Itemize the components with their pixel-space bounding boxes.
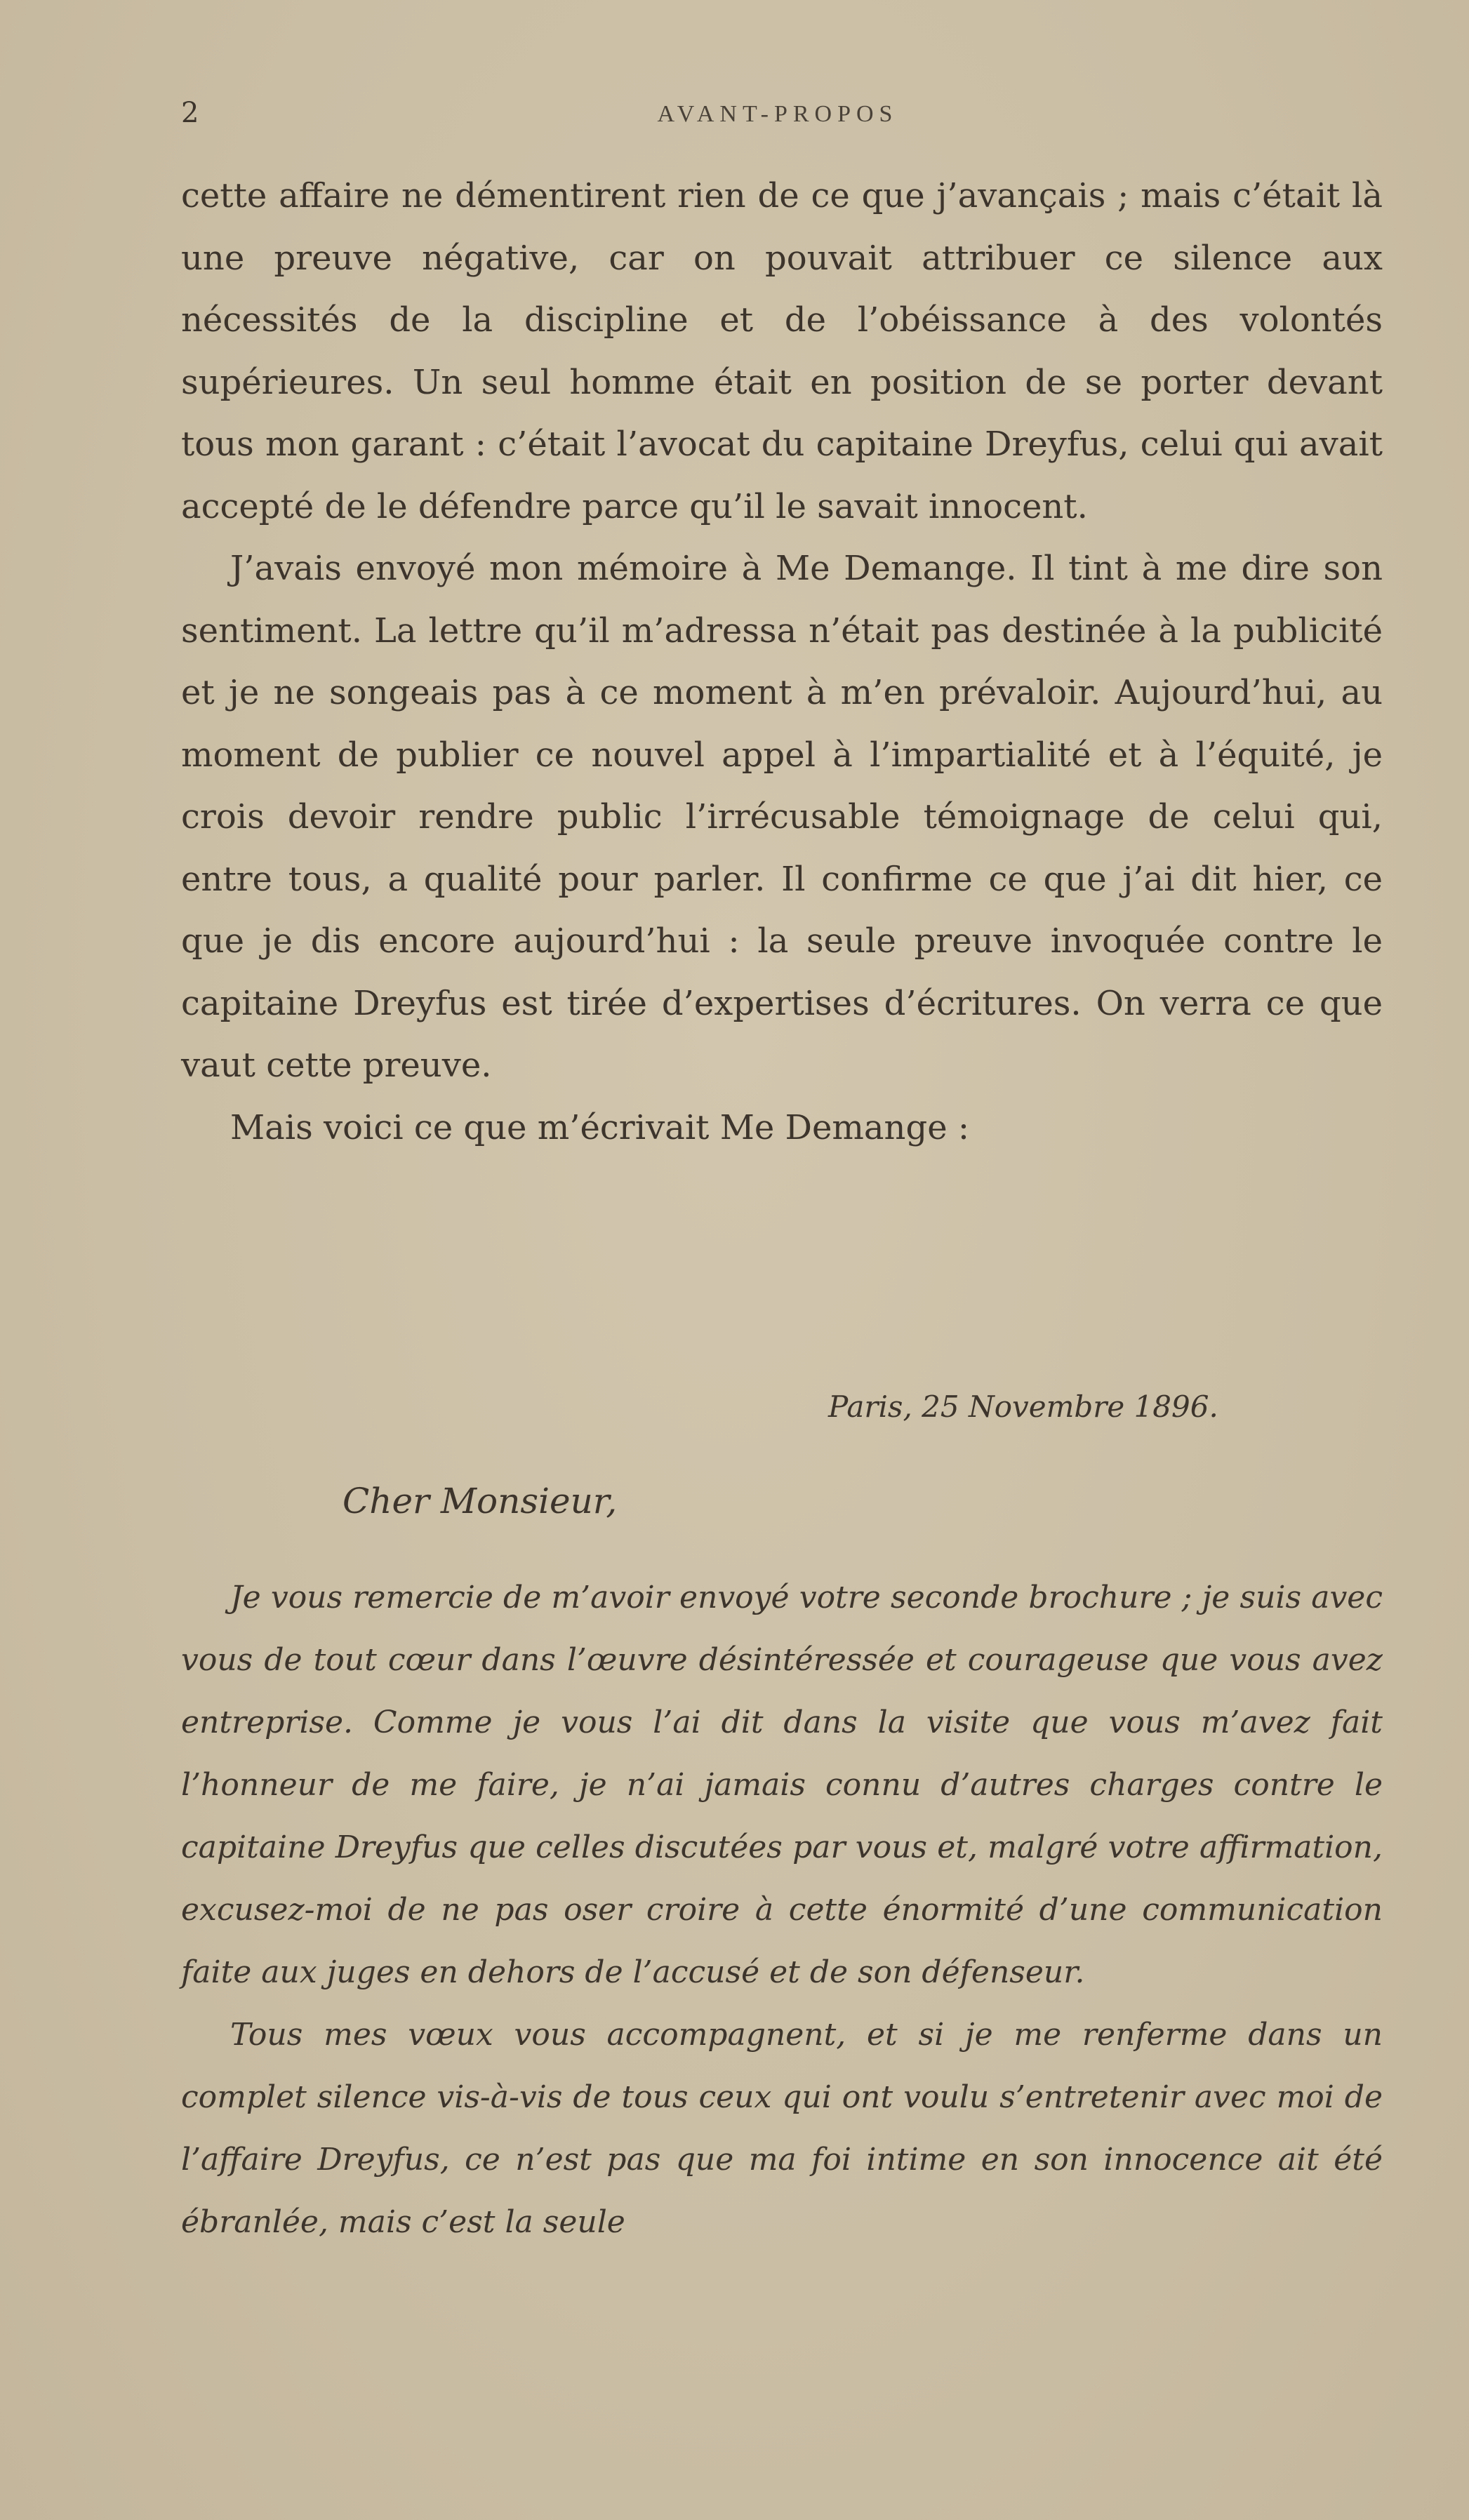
letter-body xyxy=(181,1566,1383,2253)
letter-salutation: Cher Monsieur, xyxy=(343,1481,618,1521)
letter-paragraph-1: Je vous remercie de m’avoir envoyé votre seconde brochure ; je suis avec vous de tout cœur dans l’œuvre désintéressée et courageuse que vous avez entreprise. Comme je vous l’ai dit dans la visite que vous m’avez fait l’honneur de me faire, je n’ai jamais connu d’autres charges contre le capitaine Dreyfus que celles discutées par vous et, malgré votre affirmation, excusez-moi de ne pas oser croire à cette énormité d’une communication faite aux juges en dehors de l’accusé et de son défenseur. xyxy=(181,1580,1383,1990)
page-number: 2 xyxy=(181,97,199,129)
running-head: AVANT-PROPOS xyxy=(657,101,898,127)
letter-date: Paris, 25 Novembre 1896. xyxy=(828,1389,1218,1424)
main-text xyxy=(181,165,1383,1159)
letter-paragraph-2: Tous mes vœux vous accompagnent, et si je me renferme dans un complet silence vis-à-vis de tous ceux qui ont voulu s’entretenir avec moi de l’affaire Dreyfus, ce n’est pas que ma foi intime en son innocence ait été ébranlée, mais c’est la seule xyxy=(181,2017,1383,2240)
body-paragraph-1: cette affaire ne démentirent rien de ce que j’avançais ; mais c’était là une preuve négative, car on pouvait attribuer ce silence aux nécessités de la discipline et de l’obéissance à des volontés supérieures. Un seul homme était en position de se porter devant tous mon garant : c’était l’avocat du capitaine Dreyfus, celui qui avait accepté de le défendre parce qu’il le savait innocent. xyxy=(181,176,1383,526)
body-paragraph-3: Mais voici ce que m’écrivait Me Demange : xyxy=(230,1107,970,1147)
page-header xyxy=(181,97,1374,131)
body-paragraph-2: J’avais envoyé mon mémoire à Me Demange. Il tint à me dire son sentiment. La lettre qu’il m’adressa n’était pas destinée à la publicité et je ne songeais pas à ce moment à m’en prévaloir. Aujourd’hui, au moment de publier ce nouvel appel à l’impartialité et à l’équité, je crois devoir rendre public l’irrécusable témoignage de celui qui, entre tous, a qualité pour parler. Il confirme ce que j’ai dit hier, ce que je dis encore aujourd’hui : la seule preuve invoquée contre le capitaine Dreyfus est tirée d’expertises d’écritures. On verra ce que vaut cette preuve. xyxy=(181,549,1383,1085)
